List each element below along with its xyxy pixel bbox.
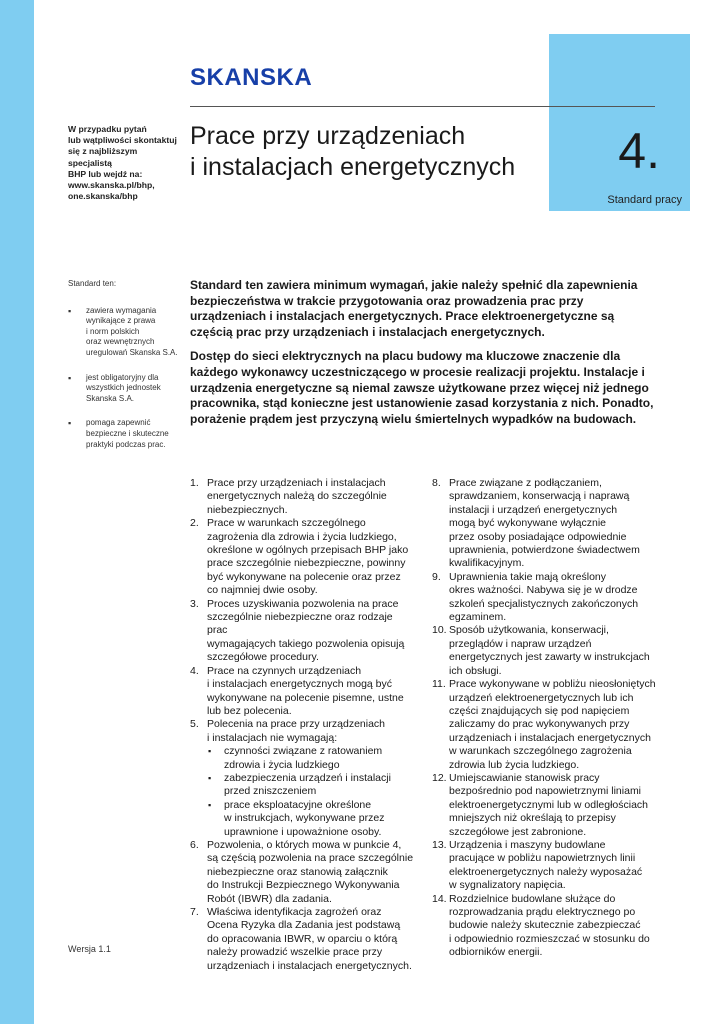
rule-number: 14.	[432, 892, 447, 905]
rule-number: 5.	[190, 718, 199, 731]
skanska-logo: SKANSKA	[190, 64, 313, 91]
rule-number: 10.	[432, 624, 447, 637]
rule-item	[432, 893, 662, 960]
rules-column-left	[190, 477, 415, 973]
rule-item	[190, 665, 415, 719]
rule-text: Prace związane z podłączaniem, sprawdzaniem, konserwacją i naprawą instalacji i urządzeń energetycznych mogą być wykonywane wyłącznie przez osoby posiadające odpowiednie uprawnienia, potwierdzone świadectwem kwalifikacyjnym.	[449, 477, 640, 570]
version-label: Wersja 1.1	[68, 944, 111, 954]
rule-sublist	[207, 745, 415, 839]
rule-text: Sposób użytkowania, konserwacji, przeglądów i napraw urządzeń energetycznych jest zawarty w instrukcjach ich obsługi.	[449, 624, 650, 677]
rule-text: Urządzenia i maszyny budowlane pracujące w pobliżu napowietrznych linii elektroenergetycznych należy wyposażać w sygnalizatory napięcia.	[449, 838, 643, 892]
section-number: 4.	[618, 123, 660, 179]
rules-column-right	[432, 477, 662, 960]
rule-number: 13.	[432, 838, 447, 851]
intro-paragraph: Standard ten zawiera minimum wymagań, jakie należy spełnić dla zapewnienia bezpieczeństwa w trakcie przygotowania oraz prowadzenia prac przy urządzeniach i instalacjach energetycznych. Prace elektroenergetyczne są częścią prac przy urządzeniach i instalacjach energetycznych.	[190, 278, 638, 339]
rule-number: 6.	[190, 838, 199, 851]
rule-item	[190, 477, 415, 517]
rule-item	[190, 517, 415, 597]
rule-text: Pozwolenia, o których mowa w punkcie 4, są częścią pozwolenia na prace szczególnie niebezpieczne oraz stanowią załącznik do Instrukcji Bezpiecznego Wykonywania Robót (IBWR) dla zadania.	[207, 838, 414, 905]
rule-text: Prace przy urządzeniach i instalacjach energetycznych należą do szczególnie niebezpiecznych.	[207, 477, 387, 516]
rule-number: 8.	[432, 477, 441, 489]
sub-item: ▪ zabezpieczenia urządzeń i instalacji przed zniszczeniem	[207, 772, 415, 799]
rule-text: Prace na czynnych urządzeniach i instalacjach energetycznych mogą być wykonywane na polecenie pisemne, ustne lub bez polecenia.	[207, 664, 404, 717]
intro-paragraph: Dostęp do sieci elektrycznych na placu budowy ma kluczowe znaczenie dla każdego wykonawcy uczestniczącego w procesie realizacji projektu. Instalacje i urządzenia energetyczne są niemal zawsze użytkowane przez więcej niż jednego pracownika, stąd konieczne jest ustanowienie zasad korzystania z nich. Ponadto, porażenie prądem jest przyczyną wielu śmiertelnych wypadków na budowach.	[190, 349, 654, 426]
rule-number: 7.	[190, 906, 199, 918]
rule-item	[190, 906, 415, 973]
section-number-box	[549, 34, 690, 211]
rule-text: Proces uzyskiwania pozwolenia na prace szczególnie niebezpieczne oraz rodzaje prac wymagających takiego pozwolenia opisują szczegółowe procedury.	[207, 597, 405, 664]
rule-text: Polecenia na prace przy urządzeniach i instalacjach nie wymagają:	[207, 718, 386, 744]
page-title: Prace przy urządzeniach i instalacjach energetycznych	[190, 122, 516, 181]
standard-label: Standard pracy	[607, 194, 682, 206]
summary-item: ▪ zawiera wymagania wynikające z prawa i norm polskich oraz wewnętrznych uregulowań Skanska S.A.	[68, 306, 178, 359]
rule-number: 4.	[190, 664, 199, 677]
intro-text	[190, 278, 660, 436]
rule-item	[432, 477, 662, 571]
rule-number: 11.	[432, 678, 446, 691]
rule-item	[432, 772, 662, 839]
summary-heading: Standard ten:	[68, 279, 117, 288]
rule-text: Prace wykonywane w pobliżu nieosłoniętych urządzeń elektroenergetycznych lub ich części znajdujących się pod napięciem zaliczamy do prac wykonywanych przy urządzeniach i instalacjach energetycznych w warunkach szczególnego zagrożenia zdrowia lub życia ludzkiego.	[449, 678, 656, 771]
left-accent-bar	[0, 0, 34, 1024]
sub-item: ▪ czynności związane z ratowaniem zdrowia i życia ludzkiego	[207, 745, 415, 772]
rule-item	[432, 571, 662, 625]
rule-text: Prace w warunkach szczególnego zagrożenia dla zdrowia i życia ludzkiego, określone w ogólnych przepisach BHP jako prace szczególnie niebezpieczne, powinny być wykonywane na polecenie oraz przez co najmniej dwie osoby.	[207, 517, 409, 597]
rule-text: Uprawnienia takie mają określony okres ważności. Nabywa się je w drodze szkoleń specjalistycznych zakończonych egzaminem.	[449, 570, 639, 624]
rule-number: 3.	[190, 597, 199, 610]
rule-item	[190, 718, 415, 745]
rule-item	[190, 598, 415, 665]
rule-item	[190, 839, 415, 906]
rule-number: 1.	[190, 477, 199, 489]
rule-text: Umiejscawianie stanowisk pracy bezpośrednio pod napowietrznymi liniami elektroenergetycznymi lub w odległościach mniejszych niż określają to przepisy szczegółowe jest zabronione.	[449, 771, 649, 838]
rule-number: 2.	[190, 517, 199, 530]
summary-item: ▪ jest obligatoryjny dla wszystkich jednostek Skanska S.A.	[68, 373, 178, 405]
rule-item	[432, 678, 662, 772]
rule-text: Rozdzielnice budowlane służące do rozprowadzania prądu elektrycznego po budowie należy skutecznie zabezpieczać i odpowiednio rozmieszczać w stosunku do odbiorników energii.	[449, 892, 650, 959]
rule-item	[432, 839, 662, 893]
rule-number: 9.	[432, 570, 441, 583]
standard-summary	[68, 279, 178, 464]
header-divider	[190, 106, 655, 107]
rule-text: Właściwa identyfikacja zagrożeń oraz Ocena Ryzyka dla Zadania jest podstawą do opracowania IBWR, w oparciu o którą należy prowadzić wszelkie prace przy urządzeniach i instalacjach energetycznych.	[207, 906, 412, 972]
sub-item: ▪ prace eksploatacyjne określone w instrukcjach, wykonywane przez uprawnione i upoważnione osoby.	[207, 799, 415, 839]
contact-info: W przypadku pytań lub wątpliwości skontaktuj się z najbliższym specjalistą BHP lub wejdź na: www.skanska.pl/bhp, one.skanska/bhp	[68, 124, 177, 202]
summary-item: ▪ pomaga zapewnić bezpieczne i skuteczne praktyki podczas prac.	[68, 418, 178, 450]
rule-number: 12.	[432, 771, 447, 784]
rule-item	[432, 624, 662, 678]
